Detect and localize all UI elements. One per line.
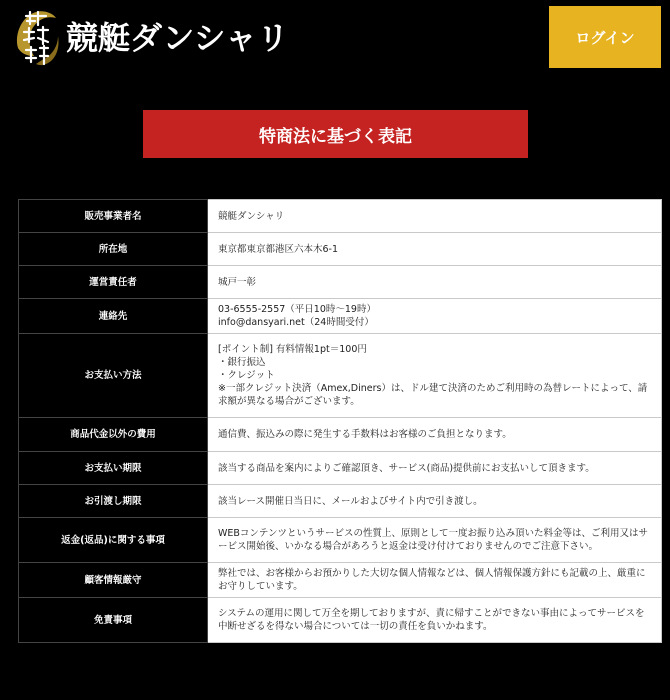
table-row	[19, 299, 662, 334]
legal-info-table	[18, 199, 662, 643]
table-row	[19, 334, 662, 418]
row-value-line: ・クレジット	[218, 370, 275, 381]
table-row	[19, 233, 662, 266]
row-value-line: [ポイント制] 有料情報1pt＝100円	[218, 344, 367, 355]
row-value	[208, 233, 662, 266]
table-row	[19, 598, 662, 643]
row-value-line: 03-6555-2557（平日10時〜19時）	[218, 304, 376, 315]
row-value-line: ※一部クレジット決済（Amex,Diners）は、ドル建て決済のためご利用時の為替レートによって、請求額が異なる場合がございます。	[218, 383, 648, 407]
row-value-line: 通信費、振込みの際に発生する手数料はお客様のご負担となります。	[218, 429, 512, 440]
row-label: お支払い方法	[19, 334, 208, 418]
row-value	[208, 334, 662, 418]
row-value	[208, 485, 662, 518]
site-header	[0, 0, 670, 80]
row-value-line: 該当する商品を案内によりご確認頂き、サービス(商品)提供前にお支払いして頂きます。	[218, 462, 595, 474]
row-value-line: 該当レース開催日当日に、メールおよびサイト内で引き渡し。	[218, 495, 483, 507]
row-value	[208, 299, 662, 334]
row-value	[208, 200, 662, 233]
row-label: 返金(返品)に関する事項	[19, 518, 208, 563]
row-value	[208, 598, 662, 643]
row-value	[208, 418, 662, 452]
row-value-line: システムの運用に関して万全を期しておりますが、責に帰すことができない事由によってサービスを中断せざるを得ない場合については一切の責任を負いかねます。	[218, 608, 645, 632]
row-label: 連絡先	[19, 299, 208, 334]
row-value-line: info@dansyari.net（24時間受付）	[218, 317, 374, 328]
row-label: お支払い期限	[19, 452, 208, 485]
row-label: 販売事業者名	[19, 200, 208, 233]
row-value-line: 弊社では、お客様からお預かりした大切な個人情報などは、個人情報保護方針にも記載の上、厳重にお守りしています。	[218, 568, 646, 592]
row-value-line: 競艇ダンシャリ	[218, 210, 285, 222]
table-row	[19, 200, 662, 233]
row-label: 所在地	[19, 233, 208, 266]
row-value	[208, 563, 662, 598]
table-row	[19, 485, 662, 518]
row-value-line: 城戸一彰	[218, 276, 257, 288]
row-value-line: 東京都東京都港区六本木6-1	[218, 243, 339, 255]
row-value	[208, 266, 662, 299]
row-label: 顧客情報厳守	[19, 563, 208, 598]
row-value	[208, 518, 662, 563]
row-value	[208, 452, 662, 485]
table-row	[19, 266, 662, 299]
table-row	[19, 563, 662, 598]
row-label: 運営責任者	[19, 266, 208, 299]
row-value-line: ・銀行振込	[218, 357, 266, 368]
row-label: 免責事項	[19, 598, 208, 643]
row-label: お引渡し期限	[19, 485, 208, 518]
row-value-line: WEBコンテンツというサービスの性質上、原則として一度お振り込み頂いた料金等は、ご利用又はサービス開始後、いかなる場合があろうと返金は受け付けておりませんのでご注意下さい。	[218, 528, 648, 552]
row-label: 商品代金以外の費用	[19, 418, 208, 452]
table-row	[19, 418, 662, 452]
login-button[interactable]: ログイン	[549, 6, 661, 68]
brush-calligraphy-emblem-icon[interactable]	[12, 4, 62, 70]
site-title[interactable]: 競艇ダンシャリ	[66, 19, 289, 57]
page-title-banner: 特商法に基づく表記	[143, 110, 528, 158]
table-row	[19, 452, 662, 485]
table-row	[19, 518, 662, 563]
